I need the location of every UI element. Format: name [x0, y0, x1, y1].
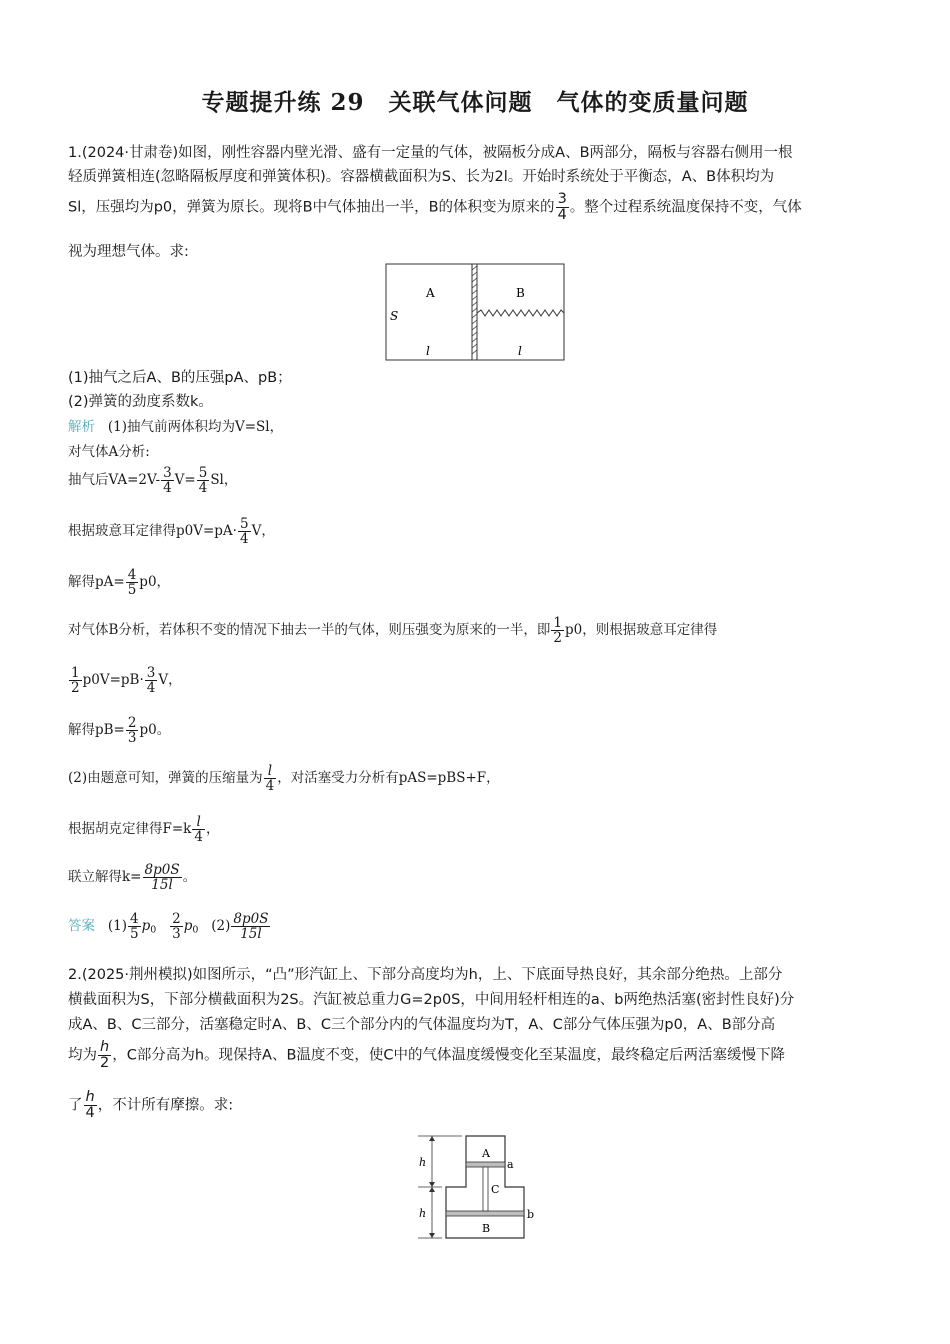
q1-answer: 答案 (1) $\frac{4}{5}$ $p_0$ $\frac{2}{3}$ $p_0$ (2) $\frac{8p0S}{15l}$ [68, 911, 269, 943]
q2-line2: 横截面积为S，下部分横截面积为2S。汽缸被总重力G=2p0S，中间用轻杆相连的a、b两绝热活塞(密封性良好)分 [68, 992, 795, 1008]
q1-solution-s9: (2)由题意可知，弹簧的压缩量为 $\frac{l}{4}$ ，对活塞受力分析有pAS=pBS+F， [68, 763, 500, 795]
q1-intro-line4: 视为理想气体。求: [68, 244, 189, 260]
fraction-3-4: $\frac{3}{4}$ [557, 191, 567, 224]
q2-cylinder-figure [412, 1132, 552, 1244]
q1-solution-s7: $\frac{1}{2}$ p0V=pB· $\frac{3}{4}$ V， [71, 665, 182, 697]
q1-solution-s10: 根据胡克定律得F=k $\frac{l}{4}$ ， [68, 814, 220, 846]
q1-sub1: (1)抽气之后A、B的压强pA、pB； [68, 370, 292, 386]
q1-solution-s6: 对气体B分析，若体积不变的情况下抽去一半的气体，则压强变为原来的一半，即 $\frac{1}{2}$ p0，则根据玻意耳定律得 [68, 615, 718, 647]
fig2-label-B: B [482, 1222, 491, 1235]
fig2-label-h-top: h [419, 1156, 427, 1169]
fig2-label-a: a [507, 1158, 514, 1171]
q1-solution-s5: 解得pA= $\frac{4}{5}$ p0， [68, 567, 171, 599]
fig1-label-l-left: l [426, 344, 430, 358]
fig1-label-B: B [516, 286, 525, 300]
fig2-label-A: A [482, 1147, 490, 1160]
fig2-label-h-bottom: h [419, 1207, 427, 1220]
piston-b [446, 1211, 524, 1216]
q2-line3: 成A、B、C三部分，活塞稳定时A、B、C三个部分内的气体温度均为T，A、C部分气体压强为p0，A、B部分高 [68, 1017, 776, 1033]
piston-a [466, 1162, 505, 1167]
fig2-label-C: C [491, 1183, 500, 1196]
page-title: 专题提升练 29 关联气体问题 气体的变质量问题 [201, 89, 749, 116]
q1-intro-line2: 轻质弹簧相连(忽略隔板厚度和弹簧体积)。容器横截面积为S、长为2l。开始时系统处于平衡态，A、B体积均为 [68, 169, 775, 185]
q1-intro-line1: 1.(2024·甘肃卷)如图，刚性容器内壁光滑、盛有一定量的气体，被隔板分成A、B两部分，隔板与容器右侧用一根 [68, 145, 793, 161]
fig1-label-A: A [426, 286, 435, 300]
q1-solution-s1: 解析 (1)抽气前两体积均为V=Sl， [68, 419, 284, 435]
q2-line5: 了 $\frac{h}{4}$ ，不计所有摩擦。求: [68, 1089, 234, 1122]
connecting-rod [483, 1167, 488, 1211]
daan-label: 答案 [68, 918, 95, 935]
fig2-label-b: b [527, 1208, 535, 1221]
spring [477, 310, 564, 316]
q2-line1: 2.(2025·荆州模拟)如图所示，“凸”形汽缸上、下部分高度均为h，上、下底面导热良好，其余部分绝热。上部分 [68, 967, 783, 983]
q1-solution-s8: 解得pB= $\frac{2}{3}$ p0。 [68, 715, 171, 747]
q1-solution-s2: 对气体A分析: [68, 444, 150, 460]
q1-container-figure [383, 262, 569, 364]
q1-solution-s4: 根据玻意耳定律得p0V=pA· $\frac{5}{4}$ V， [68, 516, 275, 548]
q1-solution-s11: 联立解得k= $\frac{8p0S}{15l}$ 。 [68, 862, 197, 894]
q1-solution-s3: 抽气后VA=2V- $\frac{3}{4}$ V= $\frac{5}{4}$ Sl， [68, 465, 238, 497]
fig1-label-S: S [390, 309, 399, 323]
fig1-label-l-right: l [518, 344, 522, 358]
jiexi-label: 解析 [68, 419, 95, 435]
q1-sub2: (2)弹簧的劲度系数k。 [68, 394, 213, 410]
q1-intro-line3: Sl，压强均为p0，弹簧为原长。现将B中气体抽出一半，B的体积变为原来的 $\frac{3}{4}$ 。整个过程系统温度保持不变，气体 [68, 191, 802, 224]
q2-line4: 均为 $\frac{h}{2}$ ，C部分高为h。现保持A、B温度不变，使C中的气体温度缓慢变化至某温度，最终稳定后两活塞缓慢下降 [68, 1039, 786, 1072]
